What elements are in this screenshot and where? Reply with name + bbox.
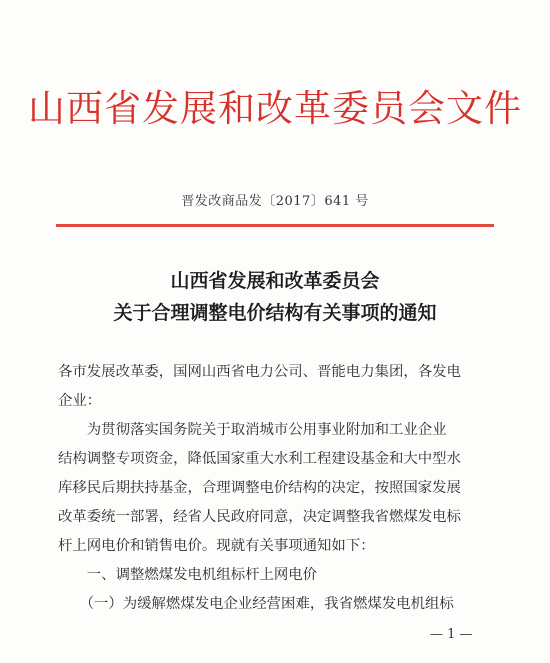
body-line-1: 各市发展改革委，国网山西省电力公司、晋能电力集团，各发电	[58, 364, 461, 380]
body-line-2: 企业：	[58, 393, 102, 409]
body-line-4: 结构调整专项资金，降低国家重大水利工程建设基金和大中型水	[58, 451, 461, 467]
body-line-9: （一）为缓解燃煤发电企业经营困难，我省燃煤发电机组标	[58, 596, 454, 612]
document-title-line-2: 关于合理调整电价结构有关事项的通知	[113, 302, 437, 324]
body-line-6: 改革委统一部署，经省人民政府同意，决定调整我省燃煤发电标	[58, 509, 461, 525]
body-line-5: 库移民后期扶持基金，合理调整电价结构的决定，按照国家发展	[58, 480, 461, 496]
page-number: — 1 —	[430, 627, 473, 642]
issuer-title: 山西省发展和改革委员会文件	[28, 87, 522, 130]
body-line-3: 为贯彻落实国务院关于取消城市公用事业附加和工业企业	[58, 422, 447, 438]
body-line-7: 杆上网电价和销售电价。现就有关事项通知如下：	[58, 538, 375, 554]
document-title-line-1: 山西省发展和改革委员会	[170, 270, 380, 292]
document-number: 晋发改商品发〔2017〕641 号	[181, 194, 369, 209]
section-heading-1: 一、调整燃煤发电机组标杆上网电价	[58, 567, 318, 583]
red-divider-line	[56, 224, 494, 227]
